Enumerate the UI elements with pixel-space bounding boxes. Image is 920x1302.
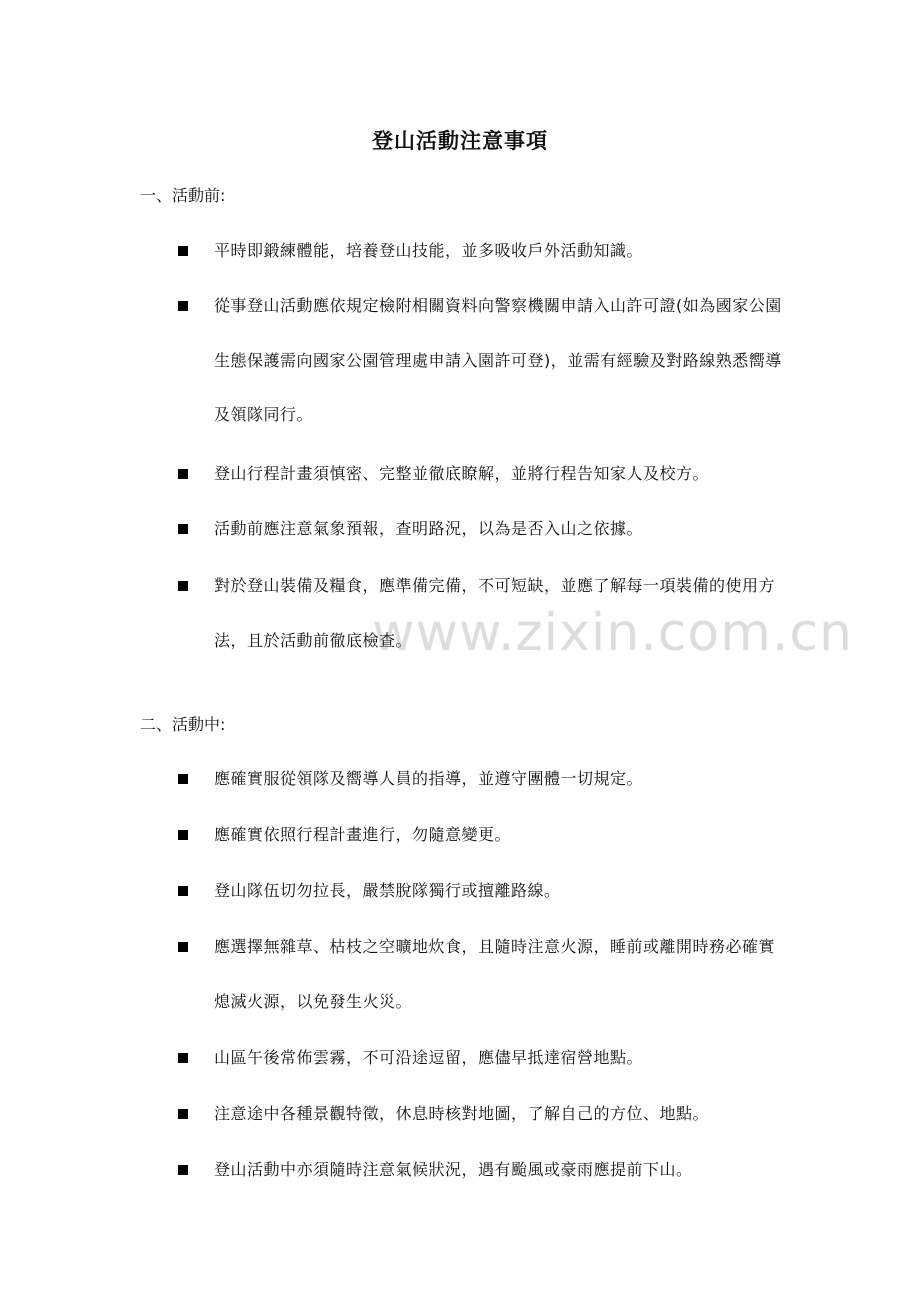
list-item-text: 對於登山裝備及糧食，應準備完備，不可短缺，並應了解每一項裝備的使用方法，且於活動前徹底檢查。 xyxy=(214,576,776,650)
list-item-text: 應選擇無雜草、枯枝之空曠地炊食，且隨時注意火源，睡前或離開時務必確實熄滅火源，以免發生火災。 xyxy=(214,937,776,1011)
square-bullet-icon xyxy=(178,246,188,256)
square-bullet-icon xyxy=(178,886,188,896)
square-bullet-icon xyxy=(178,1053,188,1063)
square-bullet-icon xyxy=(178,581,188,591)
square-bullet-icon xyxy=(178,942,188,952)
square-bullet-icon xyxy=(178,1165,188,1175)
list-item-text: 活動前應注意氣象預報，查明路況，以為是否入山之依據。 xyxy=(214,519,644,538)
square-bullet-icon xyxy=(178,774,188,784)
list-item-text: 登山隊伍切勿拉長，嚴禁脫隊獨行或擅離路線。 xyxy=(214,881,561,900)
list-item-text: 登山活動中亦須隨時注意氣候狀況，遇有颱風或豪雨應提前下山。 xyxy=(214,1160,693,1179)
list-item-text: 山區午後常佈雲霧，不可沿途逗留，應儘早抵達宿營地點。 xyxy=(214,1048,644,1067)
watermark: www.zixin.com.cn xyxy=(372,603,853,663)
list-item-text: 從事登山活動應依規定檢附相關資料向警察機關申請入山許可證(如為國家公園生態保護需向國家公園管理處申請入園許可登)，並需有經驗及對路線熟悉嚮導及領隊同行。 xyxy=(214,296,782,424)
square-bullet-icon xyxy=(178,524,188,534)
square-bullet-icon xyxy=(178,469,188,479)
list-item-text: 應確實依照行程計畫進行，勿隨意變更。 xyxy=(214,825,512,844)
page-title: 登山活動注意事項 xyxy=(372,129,548,153)
list-item-text: 登山行程計畫須慎密、完整並徹底瞭解，並將行程告知家人及校方。 xyxy=(214,464,710,483)
square-bullet-icon xyxy=(178,301,188,311)
section-heading-before: 一、活動前: xyxy=(140,186,226,205)
list-item-text: 應確實服從領隊及嚮導人員的指導，並遵守團體一切規定。 xyxy=(214,769,644,788)
list-item-text: 平時即鍛練體能，培養登山技能，並多吸收戶外活動知識。 xyxy=(214,241,644,260)
list-item-text: 注意途中各種景觀特徵，休息時核對地圖，了解自己的方位、地點。 xyxy=(214,1104,710,1123)
square-bullet-icon xyxy=(178,830,188,840)
square-bullet-icon xyxy=(178,1109,188,1119)
section-heading-during: 二、活動中: xyxy=(140,715,226,734)
